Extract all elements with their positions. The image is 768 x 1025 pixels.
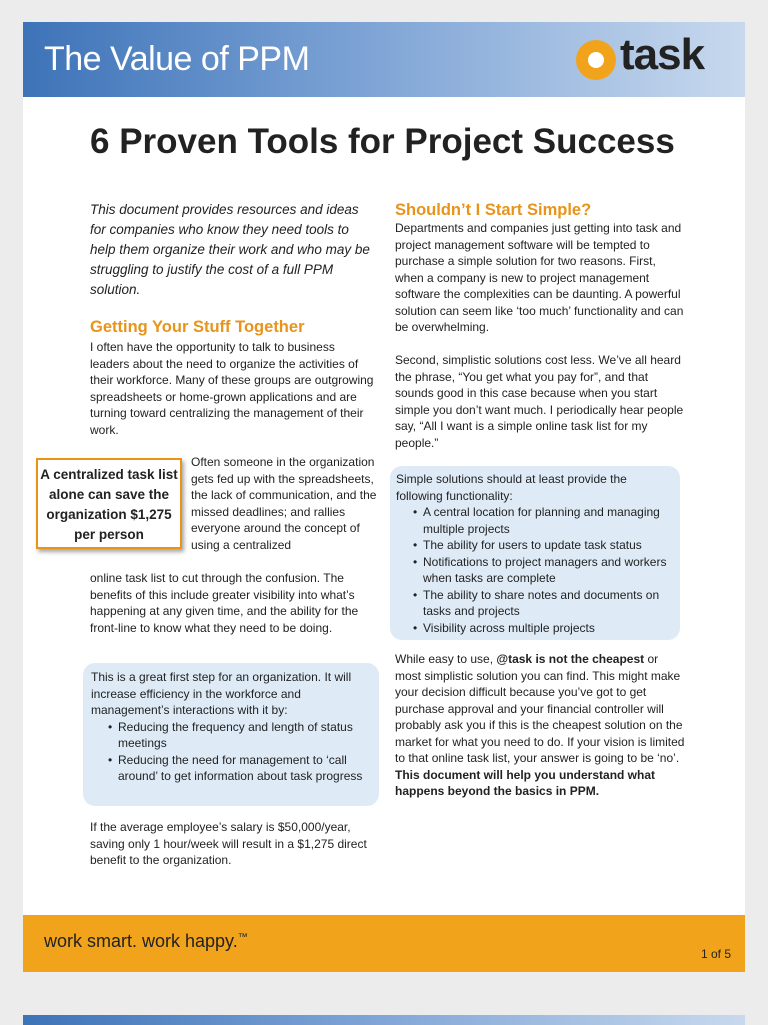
section1-paragraph-2: Often someone in the organization gets fed up with the spreadsheets, the lack of communication, and the missed deadlines; and rallies everyone around the concept of using a centralized xyxy=(191,455,377,552)
page-title: 6 Proven Tools for Project Success xyxy=(90,122,675,161)
section2-paragraph-1: Departments and companies just getting into task and project management software will be tempted to purchase a simple solution for two reasons. First, when a company is new to project management software the complexities can be daunting. A powerful solution can seem like ‘too much’ functionality and can be overwhelming. xyxy=(395,221,684,334)
para-text: or most simplistic solution you can find. This might make your decision difficult because you’ve got to get purchase approval and your financial controller will probably ask you if this is the cheapest solution on the market for what you need to do. If your vision is limited to that online task list, your answer is going to be ‘no’. xyxy=(395,652,685,765)
box-intro: This is a great first step for an organization. It will increase efficiency in the workforce and management’s interactions with it by: xyxy=(91,670,352,717)
para-bold-conclusion: This document will help you understand what happens beyond the basics in PPM. xyxy=(395,767,656,798)
at-symbol-icon xyxy=(576,40,616,80)
page-number: 1 of 5 xyxy=(700,947,731,961)
section2-paragraph-3 xyxy=(395,651,685,800)
callout-box: A centralized task list alone can save the organization $1,275 per person xyxy=(36,458,182,549)
logo-text: task xyxy=(620,30,705,79)
section-heading-start-simple: Shouldn’t I Start Simple? xyxy=(395,201,592,219)
list-item: • The ability to share notes and documents on tasks and projects xyxy=(423,587,674,620)
section1-paragraph-1: I often have the opportunity to talk to business leaders about the need to organize the activities of their workforce. Many of these groups are outgrowing spreadsheets or home-grown applications and are turning toward centralizing the management of their work. xyxy=(90,340,374,437)
section1-paragraph-4: If the average employee’s salary is $50,000/year, saving only 1 hour/week will result in a $1,275 direct benefit to the organization. xyxy=(90,820,367,867)
highlight-box-benefits xyxy=(83,663,379,806)
highlight-box-functionality xyxy=(390,466,680,640)
list-item: • Reducing the frequency and length of status meetings xyxy=(118,719,371,752)
document-page xyxy=(23,22,745,972)
tagline-text: work smart. work happy. xyxy=(44,931,238,951)
list-item: • Reducing the need for management to ‘call around’ to get information about task progress xyxy=(118,752,371,785)
intro-paragraph: This document provides resources and ideas for companies who know they need tools to help them organize their work and who may be struggling to justify the cost of a full PPM solution. xyxy=(90,202,370,297)
section-heading-getting-stuff-together: Getting Your Stuff Together xyxy=(90,318,305,336)
list-item: • A central location for planning and managing multiple projects xyxy=(423,504,674,537)
footer-tagline xyxy=(44,931,248,952)
page-header xyxy=(23,22,745,97)
list-item: • The ability for users to update task status xyxy=(423,537,674,554)
section1-paragraph-3: online task list to cut through the confusion. The benefits of this include greater visibility into what’s happening at any given time, and the ability for the front-line to know what they need to be doing. xyxy=(90,571,359,635)
list-item: • Visibility across multiple projects xyxy=(423,620,674,637)
box-intro: Simple solutions should at least provide the following functionality: xyxy=(396,472,627,503)
trademark-symbol: ™ xyxy=(237,932,248,943)
section2-paragraph-2: Second, simplistic solutions cost less. We’ve all heard the phrase, “You get what you pay for”, and that sounds good in this case because when you start simple you don’t want much. I periodically hear people say, “All I want is a simple online task list for my people.” xyxy=(395,353,684,450)
functionality-list xyxy=(396,504,674,636)
page-footer xyxy=(23,915,745,972)
benefit-list xyxy=(91,719,371,785)
header-title: The Value of PPM xyxy=(44,40,310,78)
list-item: • Notifications to project managers and workers when tasks are complete xyxy=(423,554,674,587)
para-bold-text: @task is not the cheapest xyxy=(496,652,645,666)
para-text: While easy to use, xyxy=(395,652,497,666)
